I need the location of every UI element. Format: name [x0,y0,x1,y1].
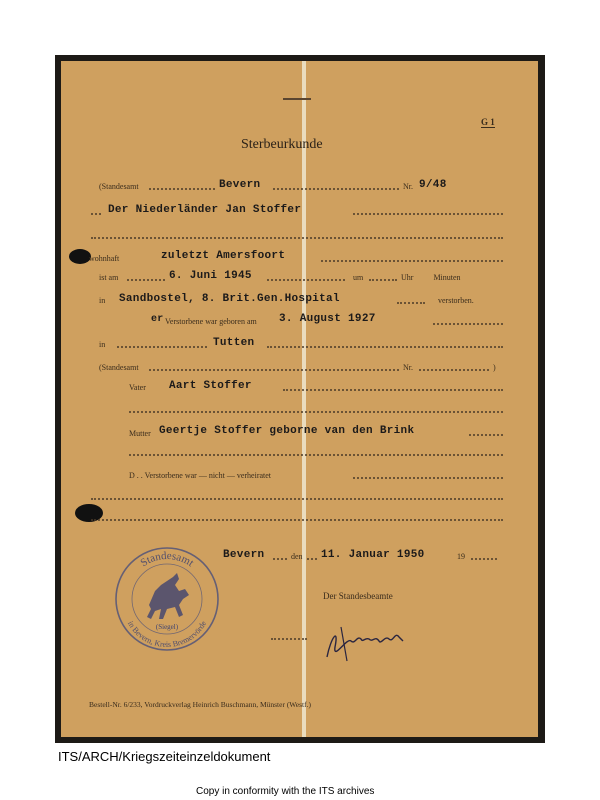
seal-bottom-text: in Bevern, Kreis Bremervörde [125,619,209,650]
date-of-birth: 3. August 1927 [279,313,376,325]
printer-line: Bestell-Nr. 6/233, Vordruckverlag Heinrich Buschmann, Münster (Westf.) [89,700,311,709]
dotted-leader [353,477,503,479]
dotted-leader [397,302,425,304]
wohnhaft-label: wohnhaft [89,254,120,263]
dotted-leader [117,346,207,348]
document-title: Sterbeurkunde [241,137,323,152]
marital-status-label: D . . Verstorbene war — nicht — verheiratet [129,471,272,480]
issue-date: 11. Januar 1950 [321,549,425,561]
dotted-leader [273,188,399,190]
registry-office-seal [113,545,221,653]
mother-name: Geertje Stoffer geborne van den Brink [159,425,415,437]
dotted-leader [91,498,503,500]
dotted-leader [267,346,503,348]
ist-am-label: ist am [99,273,119,282]
dotted-leader [91,519,503,521]
death-certificate-card [61,61,538,737]
dotted-leader [273,558,287,560]
dotted-leader [267,279,345,281]
dotted-leader [433,323,503,325]
standesbeamte-label: Der Standesbeamte [323,591,393,601]
conformity-note: Copy in conformity with the ITS archives [196,786,375,797]
standesamt-label: (Standesamt [99,182,139,191]
seal-top-text: Standesamt [138,549,196,570]
verstorben-label: verstorben. [438,296,474,305]
date-of-death: 6. Juni 1945 [169,270,252,282]
dotted-leader [127,279,165,281]
standesamt-birth-label: (Standesamt [99,363,139,372]
seal-siegel-label: (Siegel) [155,623,179,631]
hole-punch [69,249,91,264]
dotted-leader [91,213,101,215]
place-of-death: Sandbostel, 8. Brit.Gen.Hospital [119,293,340,305]
geboren-am-label: Verstorbene war geboren am [165,317,257,326]
horse-emblem [147,573,189,619]
dotted-leader [307,558,317,560]
dotted-leader [91,237,503,239]
den-label: den [291,552,303,561]
place-of-birth: Tutten [213,337,255,349]
form-code: G 1 [481,117,495,127]
dotted-leader [369,279,397,281]
um-label: um [353,273,364,282]
dotted-leader [471,558,497,560]
year-suffix: 19 [457,552,465,561]
der-prefix: er [151,314,164,325]
closing-paren: ) [493,363,496,372]
dotted-leader [321,260,503,262]
residence-value: zuletzt Amersfoort [161,250,286,262]
standesamt-value: Bevern [219,179,261,191]
signature [317,617,437,667]
dotted-leader [149,188,215,190]
top-rule [283,98,311,100]
dotted-leader [271,638,307,640]
deceased-name: Der Niederländer Jan Stoffer [108,204,302,216]
dotted-leader [419,369,489,371]
dotted-leader [353,213,503,215]
vater-label: Vater [129,383,146,392]
mutter-label: Mutter [129,429,151,438]
issue-place: Bevern [223,549,265,561]
in-label: in [99,296,106,305]
uhr-minuten-label: Uhr Minuten [401,273,461,282]
register-number: 9/48 [419,179,447,191]
nr-birth-label: Nr. [403,363,413,372]
dotted-leader [283,389,503,391]
father-name: Aart Stoffer [169,380,252,392]
dotted-leader [129,411,503,413]
archive-caption: ITS/ARCH/Kriegszeiteinzeldokument [58,749,271,764]
dotted-leader [149,369,399,371]
dotted-leader [469,434,503,436]
paper-fold-line [302,61,306,737]
dotted-leader [129,454,503,456]
in-birth-label: in [99,340,106,349]
nr-label: Nr. [403,182,413,191]
